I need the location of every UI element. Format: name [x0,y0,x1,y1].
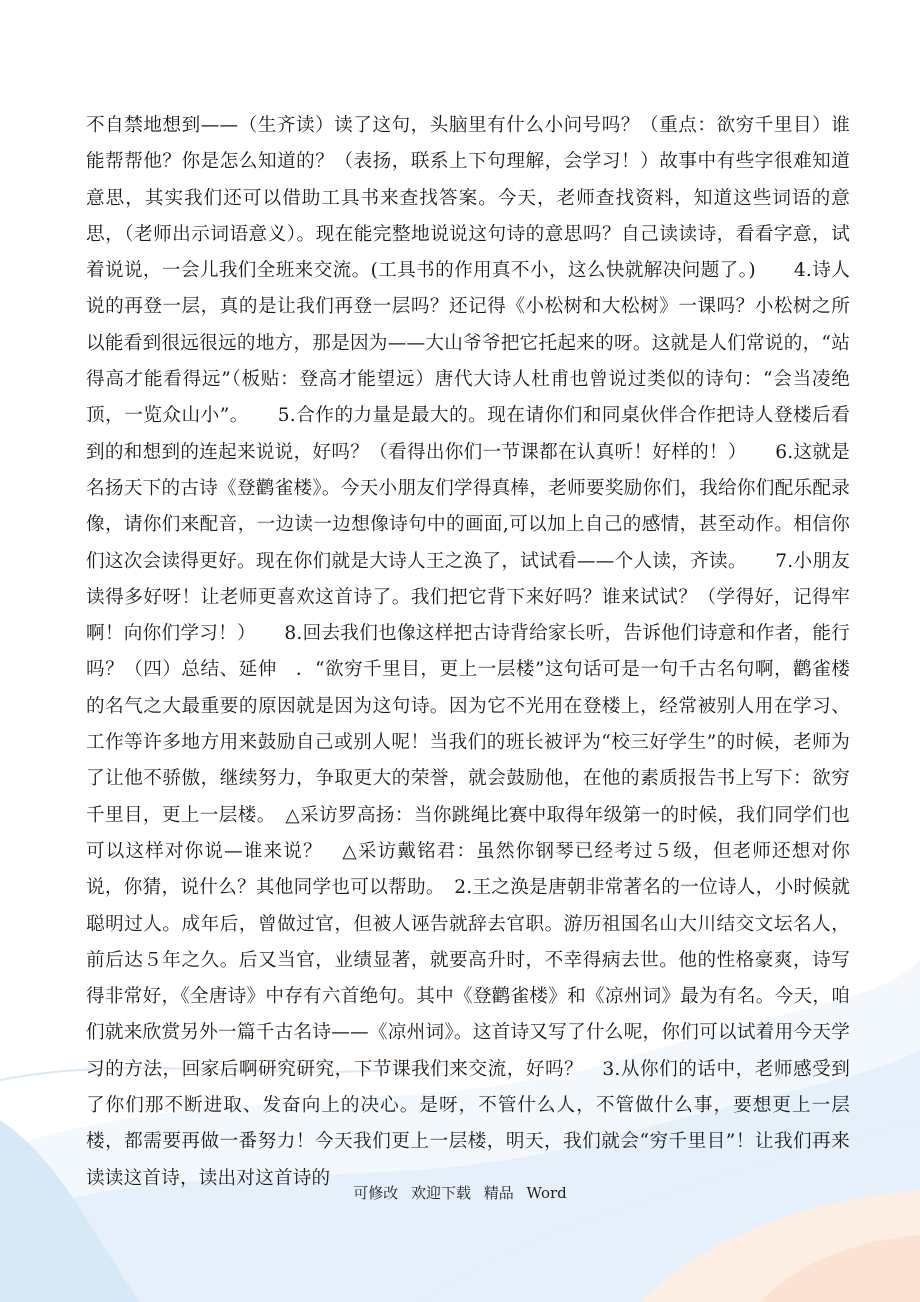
document-page [86,108,850,1197]
page-footer: 可修改 欢迎下载 精品 Word [353,1184,567,1202]
body-paragraph: 不自禁地想到——（生齐读）读了这句，头脑里有什么小问号吗？（重点：欲穷千里目）谁能帮帮他？你是怎么知道的？（表扬，联系上下句理解，会学习！）故事中有些字很难知道意思，其实我们还可以借助工具书来查找答案。今天，老师查找资料，知道这些词语的意思，（老师出示词语意义）。现在能完整地说说这句诗的意思吗？自己读读诗，看看字意，试着说说，一会儿我们全班来交流。(工具书的作用真不小，这么快就解决问题了。) 4.诗人说的再登一层，真的是让我们再登一层吗？还记得《小松树和大松树》一课吗？小松树之所以能看到很远很远的地方，那是因为——大山爷爷把它托起来的呀。这就是人们常说的，“站得高才能看得远”（板贴：登高才能望远）唐代大诗人杜甫也曾说过类似的诗句：“会当凌绝顶，一览众山小”。 5.合作的力量是最大的。现在请你们和同桌伙伴合作把诗人登楼后看到的和想到的连起来说说，好吗？（看得出你们一节课都在认真听！好样的！） 6.这就是名扬天下的古诗《登鹳雀楼》。今天小朋友们学得真棒，老师要奖励你们，我给你们配乐配录像，请你们来配音，一边读一边想像诗句中的画面,可以加上自己的感情，甚至动作。相信你们这次会读得更好。现在你们就是大诗人王之涣了，试试看——个人读，齐读。 7.小朋友读得多好呀！让老师更喜欢这首诗了。我们把它背下来好吗？谁来试试？（学得好，记得牢啊！向你们学习！） 8.回去我们也像这样把古诗背给家长听，告诉他们诗意和作者，能行吗？（四）总结、延伸 ．“欲穷千里目，更上一层楼”这句话可是一句千古名句啊，鹳雀楼的名气之大最重要的原因就是因为这句诗。因为它不光用在登楼上，经常被别人用在学习、工作等许多地方用来鼓励自己或别人呢！当我们的班长被评为“校三好学生”的时候，老师为了让他不骄傲，继续努力，争取更大的荣誉，就会鼓励他，在他的素质报告书上写下：欲穷千里目，更上一层楼。 △采访罗高扬：当你跳绳比赛中取得年级第一的时候，我们同学们也可以这样对你说—谁来说？ △采访戴铭君：虽然你钢琴已经考过５级，但老师还想对你说，你猜，说什么？其他同学也可以帮助。 2.王之涣是唐朝非常著名的一位诗人，小时候就聪明过人。成年后，曾做过官，但被人诬告就辞去官职。游历祖国名山大川结交文坛名人，前后达５年之久。后又当官，业绩显著，就要高升时，不幸得病去世。他的性格豪爽，诗写得非常好，《全唐诗》中存有六首绝句。其中《登鹳雀楼》和《凉州词》最为有名。今天，咱们就来欣赏另外一篇千古名诗——《凉州词》。这首诗又写了什么呢，你们可以试着用今天学习的方法，回家后啊研究研究，下节课我们来交流，好吗？ 3.从你们的话中，老师感受到了你们那不断进取、发奋向上的决心。是呀，不管什么人，不管做什么事，要想更上一层楼，都需要再做一番努力！今天我们更上一层楼，明天，我们就会“穷千里目”！让我们再来读读这首诗，读出对这首诗的 [86,115,850,1189]
